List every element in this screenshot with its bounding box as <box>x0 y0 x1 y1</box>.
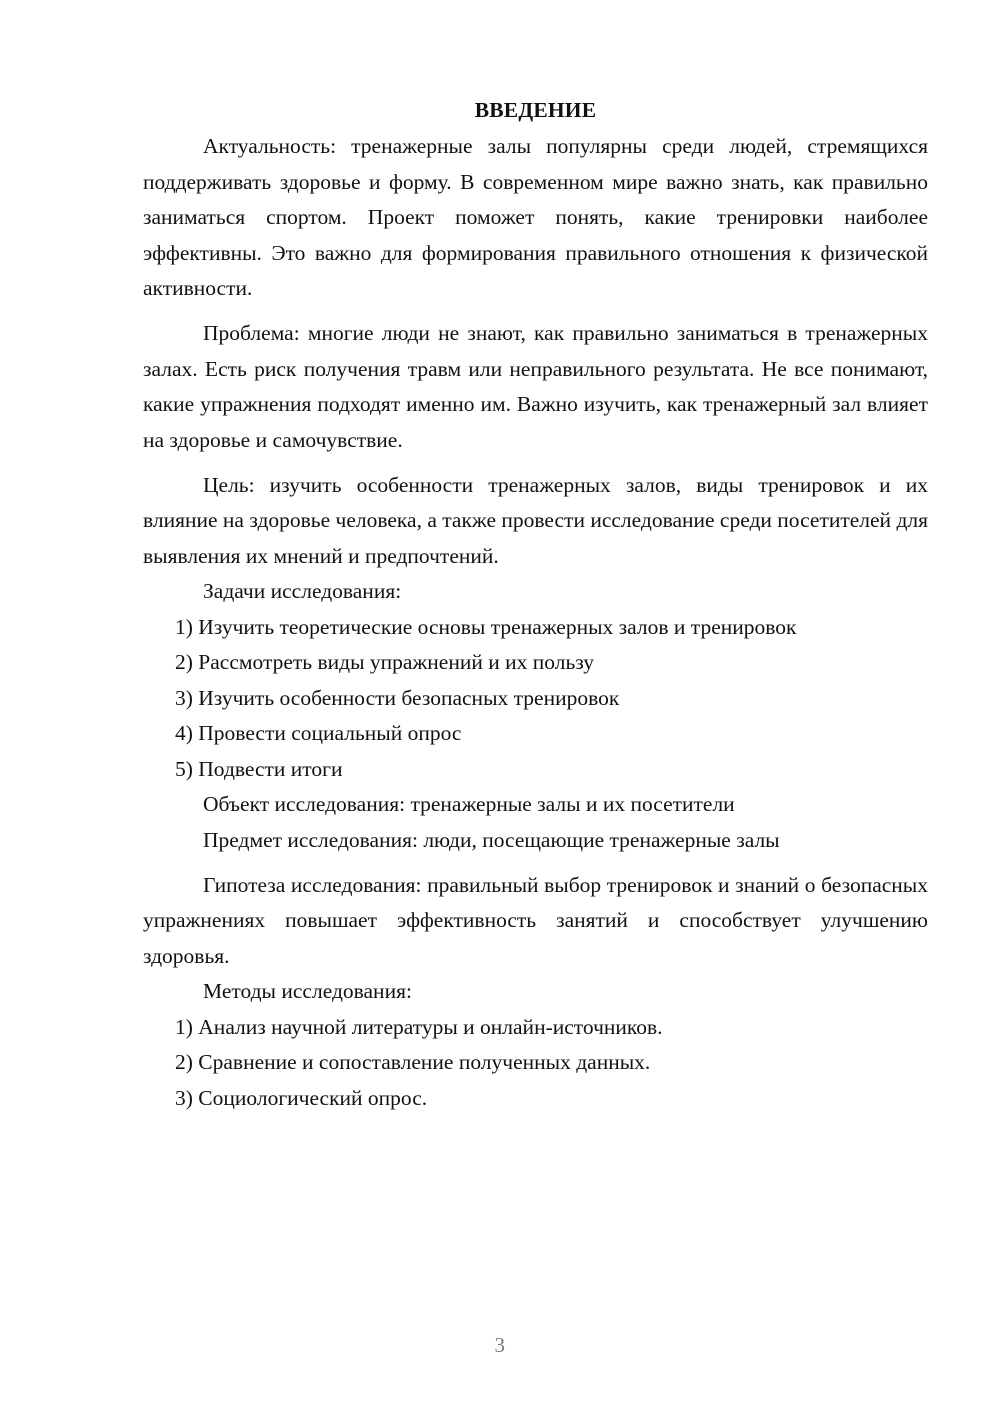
task-item-5: 5) Подвести итоги <box>175 756 343 781</box>
page-number: 3 <box>494 1333 506 1357</box>
task-item-2: 2) Рассмотреть виды упражнений и их пользу <box>175 650 595 674</box>
research-subject: Предмет исследования: люди, посещающие тренажерные залы <box>203 827 780 852</box>
method-item-3: 3) Социологический опрос. <box>175 1085 428 1110</box>
methods-heading: Методы исследования: <box>203 979 412 1003</box>
research-object: Объект исследования: тренажерные залы и их посетители <box>203 792 735 816</box>
task-item-4: 4) Провести социальный опрос <box>175 721 462 745</box>
task-item-1: 1) Изучить теоретические основы тренажерных залов и тренировок <box>175 614 797 639</box>
method-item-2: 2) Сравнение и сопоставление полученных данных. <box>175 1050 651 1074</box>
tasks-heading: Задачи исследования: <box>203 579 402 603</box>
task-item-3: 3) Изучить особенности безопасных тренировок <box>175 685 620 710</box>
relevance-paragraph: Актуальность: тренажерные залы популярны среди людей, стремящихся поддерживать здоровье и форму. В современном мире важно знать, как правильно заниматься спортом. Проект поможет понять, какие тренировки наиболее эффективны. Это важно для формирования правильного отношения к физической активности. <box>143 134 928 300</box>
page-content <box>143 91 928 1116</box>
hypothesis-paragraph: Гипотеза исследования: правильный выбор тренировок и знаний о безопасных упражнениях повышает эффективность занятий и способствует улучшению здоровья. <box>143 872 928 968</box>
page-title: ВВЕДЕНИЕ <box>474 98 597 122</box>
goal-paragraph: Цель: изучить особенности тренажерных залов, виды тренировок и их влияние на здоровье человека, а также провести исследование среди посетителей для выявления их мнений и предпочтений. <box>143 472 928 568</box>
method-item-1: 1) Анализ научной литературы и онлайн-источников. <box>175 1014 663 1039</box>
problem-paragraph: Проблема: многие люди не знают, как правильно заниматься в тренажерных залах. Есть риск получения травм или неправильного результата. Не все понимают, какие упражнения подходят именно им. Важно изучить, как тренажерный зал влияет на здоровье и самочувствие. <box>143 321 928 452</box>
